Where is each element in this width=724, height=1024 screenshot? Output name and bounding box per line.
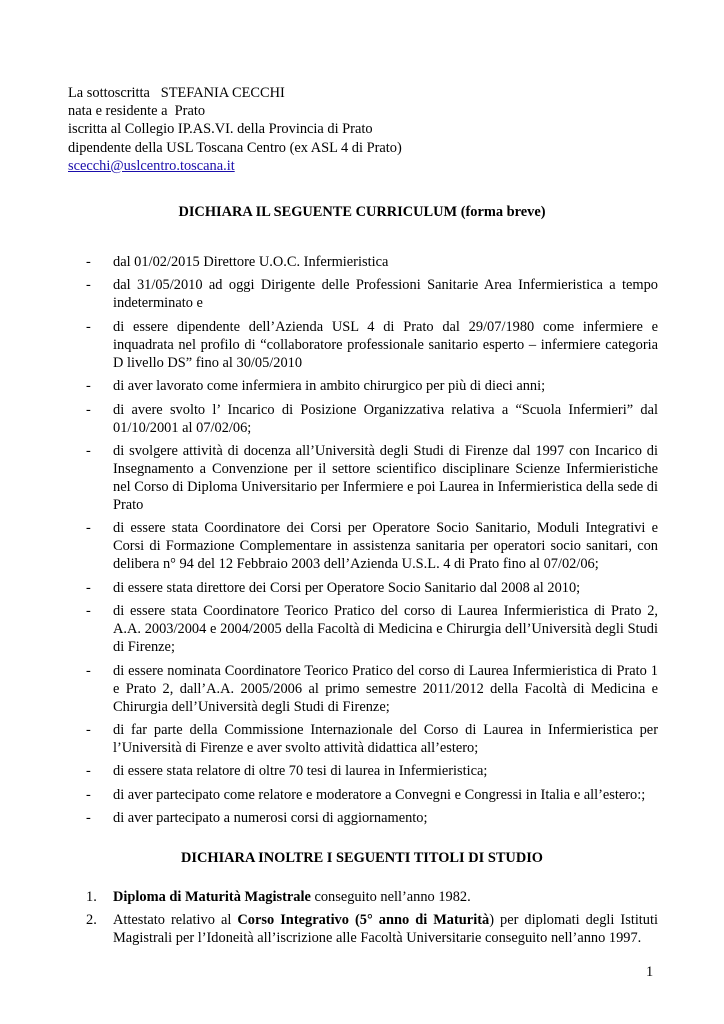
list-item	[86, 401, 658, 437]
list-item	[86, 377, 658, 395]
list-item-text: di avere svolto l’ Incarico di Posizione Organizzativa relativa a “Scuola Infermieri” dal 01/10/2001 al 07/02/06;	[113, 401, 658, 436]
list-item-text: di aver partecipato come relatore e moderatore a Convegni e Congressi in Italia e all’estero:;	[113, 786, 646, 803]
study-number: 1.	[86, 889, 97, 905]
curriculum-heading: DICHIARA IL SEGUENTE CURRICULUM (forma breve)	[178, 204, 546, 220]
list-item-text: dal 01/02/2015 Direttore U.O.C. Infermieristica	[113, 254, 389, 270]
employer-line: dipendente della USL Toscana Centro (ex ASL 4 di Prato)	[68, 139, 402, 156]
study-number: 2.	[86, 912, 97, 929]
study-text: conseguito nell’anno 1982.	[310, 889, 471, 905]
list-item	[86, 602, 658, 656]
bullet-dash: -	[86, 378, 91, 395]
list-item-text: di essere stata relatore di oltre 70 tesi di laurea in Infermieristica;	[113, 763, 488, 780]
list-item	[86, 762, 658, 780]
bullet-dash: -	[86, 662, 91, 679]
signatory-name-line: La sottoscritta STEFANIA CECCHI	[68, 85, 285, 101]
list-item	[86, 721, 658, 757]
bullet-dash: -	[86, 763, 91, 780]
bullet-dash: -	[86, 401, 91, 418]
list-item-text: di essere nominata Coordinatore Teorico Pratico del corso di Laurea Infermieristica di Prato 1 e Prato 2, dall’A.A. 2005/2006 al primo semestre 2011/2012 della Facoltà di Medicina e Chirurgia dell’Università degli Studi di Firenze;	[113, 662, 658, 715]
list-item-text: dal 31/05/2010 ad oggi Dirigente delle Professioni Sanitarie Area Infermieristica a tempo indeterminato e	[113, 277, 658, 312]
study-title-bold: Corso Integrativo (5° anno di Maturità	[237, 912, 490, 929]
email-link[interactable]: scecchi@uslcentro.toscana.it	[68, 157, 235, 174]
bullet-dash: -	[86, 520, 91, 537]
list-item-text: di essere stata Coordinatore dei Corsi per Operatore Socio Sanitario, Moduli Integrativi e Corsi di Formazione Complementare in assistenza sanitaria per operatori socio sanitari, con delibera n° 94 del 12 Febbraio 2003 dell’Azienda U.S.L. 4 di Prato fino al 07/02/06;	[113, 520, 658, 573]
studies-heading: DICHIARA INOLTRE I SEGUENTI TITOLI DI STUDIO	[180, 850, 544, 866]
list-item	[86, 276, 658, 312]
list-item-text: di svolgere attività di docenza all’Università degli Studi di Firenze dal 1997 con Incarico di Insegnamento a Convenzione per il settore scientifico disciplinare Scienze Infermieristiche nel Corso di Diploma Universitario per Infermiere e poi Laurea in Infermieristica della sede di Prato	[113, 442, 658, 513]
list-item-text: di aver partecipato a numerosi corsi di aggiornamento;	[113, 810, 428, 827]
curriculum-list	[86, 253, 658, 832]
list-item	[86, 786, 658, 804]
list-item	[86, 662, 658, 716]
study-text-prefix: Attestato relativo al	[113, 912, 238, 929]
signatory-header	[68, 84, 402, 175]
study-title-bold: Diploma di Maturità Magistrale	[113, 889, 311, 905]
study-item	[86, 911, 658, 947]
college-line: iscritta al Collegio IP.AS.VI. della Provincia di Prato	[68, 121, 373, 138]
study-text: ) per diplomati degli Istituti Magistrali per l’Idoneità all’iscrizione alle Facoltà Universitarie conseguito nell’anno 1997.	[113, 912, 659, 947]
list-item	[86, 519, 658, 573]
bullet-dash: -	[86, 318, 91, 335]
list-item	[86, 318, 658, 372]
list-item	[86, 809, 658, 827]
list-item-text: di essere stata direttore dei Corsi per Operatore Socio Sanitario dal 2008 al 2010;	[113, 579, 581, 596]
bullet-dash: -	[86, 721, 91, 738]
list-item-text: di far parte della Commissione Internazionale del Corso di Laurea in Infermieristica per l’Università di Firenze e aver svolto attività didattica all’estero;	[113, 721, 658, 756]
bullet-dash: -	[86, 254, 91, 270]
bullet-dash: -	[86, 277, 91, 294]
study-item	[86, 888, 658, 906]
list-item-text: di essere stata Coordinatore Teorico Pratico del corso di Laurea Infermieristica di Prato 2, A.A. 2003/2004 e 2004/2005 della Facoltà di Medicina e Chirurgia dell’Università degli Studi di Firenze;	[113, 603, 658, 656]
list-item-text: di essere dipendente dell’Azienda USL 4 di Prato dal 29/07/1980 come infermiere e inquadrata nel profilo di “collaboratore professionale sanitario esperto – infermiere categoria D livello DS” fino al 30/05/2010	[113, 318, 658, 371]
studies-list	[86, 888, 658, 953]
bullet-dash: -	[86, 442, 91, 459]
bullet-dash: -	[86, 810, 91, 827]
page-number: 1	[646, 964, 654, 980]
bullet-dash: -	[86, 603, 91, 620]
list-item	[86, 253, 658, 271]
list-item	[86, 579, 658, 597]
bullet-dash: -	[86, 579, 91, 596]
list-item-text: di aver lavorato come infermiera in ambito chirurgico per più di dieci anni;	[113, 378, 546, 395]
list-item	[86, 442, 658, 514]
birthplace-line: nata e residente a Prato	[68, 103, 206, 120]
bullet-dash: -	[86, 786, 91, 803]
